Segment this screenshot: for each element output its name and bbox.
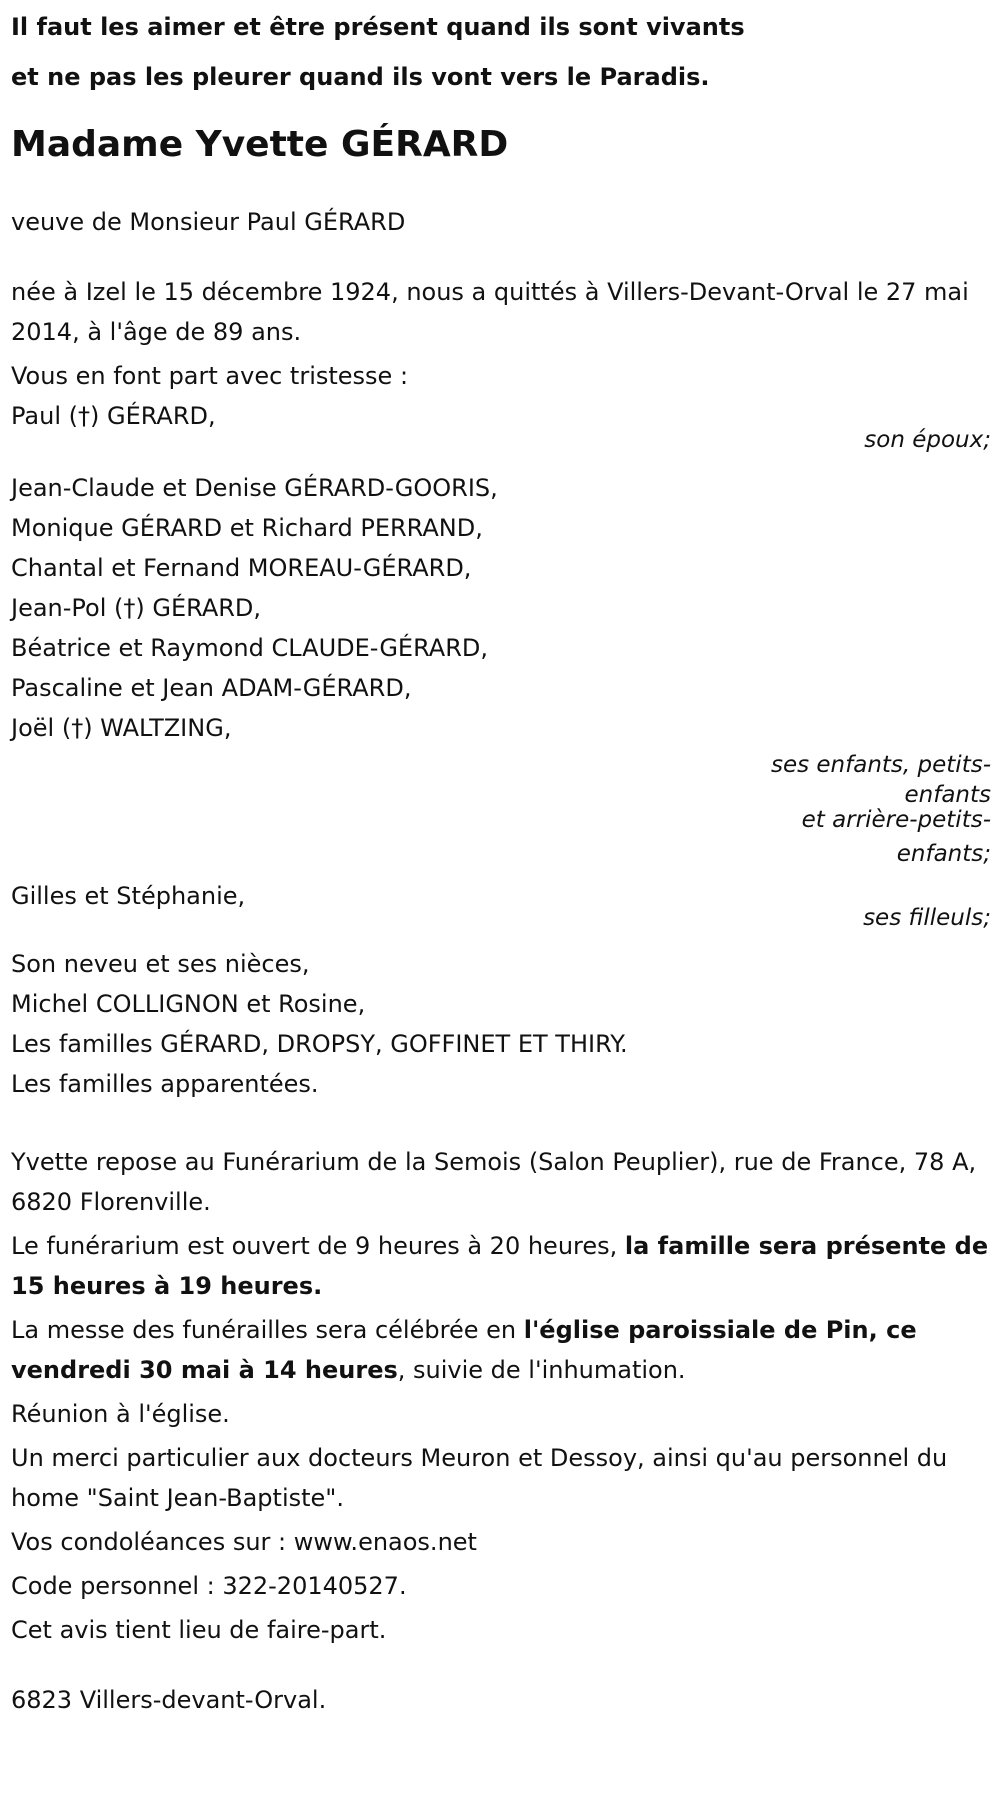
hours-plain: Le funérarium est ouvert de 9 heures à 20 heures,: [11, 1232, 625, 1260]
children-role-line: enfants: [904, 782, 991, 808]
epigraph-line: Il faut les aimer et être présent quand ils sont vivants: [11, 13, 745, 41]
spouse-role: son époux;: [864, 427, 991, 453]
announce-line: Vous en font part avec tristesse :: [11, 362, 409, 390]
reunion-line: Réunion à l'église.: [11, 1400, 230, 1428]
godchildren-role: ses filleuls;: [863, 905, 991, 931]
children-role: [11, 748, 991, 876]
list-item: Chantal et Fernand MOREAU-GÉRARD,: [11, 554, 472, 582]
children-role-line: ses enfants, petits-: [770, 752, 991, 778]
widow-line: veuve de Monsieur Paul GÉRARD: [11, 208, 406, 236]
epigraph: [11, 2, 1000, 102]
children-list: [11, 468, 1000, 748]
mass-text: [11, 1310, 991, 1390]
list-item: Pascaline et Jean ADAM-GÉRARD,: [11, 674, 412, 702]
hours-text: [11, 1226, 991, 1306]
list-item: Les familles GÉRARD, DROPSY, GOFFINET ET THIRY.: [11, 1030, 628, 1058]
deceased-name: Madame Yvette GÉRARD: [11, 124, 509, 165]
thanks-text: Un merci particulier aux docteurs Meuron et Dessoy, ainsi qu'au personnel du home "Saint Jean-Baptiste".: [11, 1444, 948, 1512]
epigraph-line: et ne pas les pleurer quand ils vont vers le Paradis.: [11, 63, 710, 91]
list-item: Les familles apparentées.: [11, 1070, 319, 1098]
list-item: Jean-Claude et Denise GÉRARD-GOORIS,: [11, 474, 498, 502]
hours-bold: la famille sera présente de 15 heures à 19 heures.: [11, 1232, 989, 1300]
children-role-line: enfants;: [896, 841, 991, 867]
spouse-line: Paul (†) GÉRARD,: [11, 402, 216, 430]
list-item: Monique GÉRARD et Richard PERRAND,: [11, 514, 483, 542]
list-item: Béatrice et Raymond CLAUDE-GÉRARD,: [11, 634, 488, 662]
other-family-list: [11, 944, 1000, 1104]
list-item: Son neveu et ses nièces,: [11, 950, 310, 978]
children-role-line: et arrière-petits-: [801, 807, 991, 833]
godchildren-line: Gilles et Stéphanie,: [11, 882, 246, 910]
list-item: Joël (†) WALTZING,: [11, 714, 232, 742]
birth-death-text: née à Izel le 15 décembre 1924, nous a quittés à Villers-Devant-Orval le 27 mai 2014, à l'âge de 89 ans.: [11, 278, 969, 346]
condolences-line: Vos condoléances sur : www.enaos.net: [11, 1528, 477, 1556]
notice-line: Cet avis tient lieu de faire-part.: [11, 1616, 387, 1644]
obituary-page: [0, 2, 1000, 1804]
code-line: Code personnel : 322-20140527.: [11, 1572, 407, 1600]
address-line: 6823 Villers-devant-Orval.: [11, 1686, 327, 1714]
list-item: Michel COLLIGNON et Rosine,: [11, 990, 366, 1018]
mass-plain-2: , suivie de l'inhumation.: [397, 1356, 686, 1384]
list-item: Jean-Pol (†) GÉRARD,: [11, 594, 262, 622]
funerarium-text: Yvette repose au Funérarium de la Semois (Salon Peuplier), rue de France, 78 A, 6820 Florenville.: [11, 1148, 977, 1216]
mass-plain-1: La messe des funérailles sera célébrée en: [11, 1316, 524, 1344]
mass-bold: l'église paroissiale de Pin, ce vendredi 30 mai à 14 heures: [11, 1316, 917, 1384]
